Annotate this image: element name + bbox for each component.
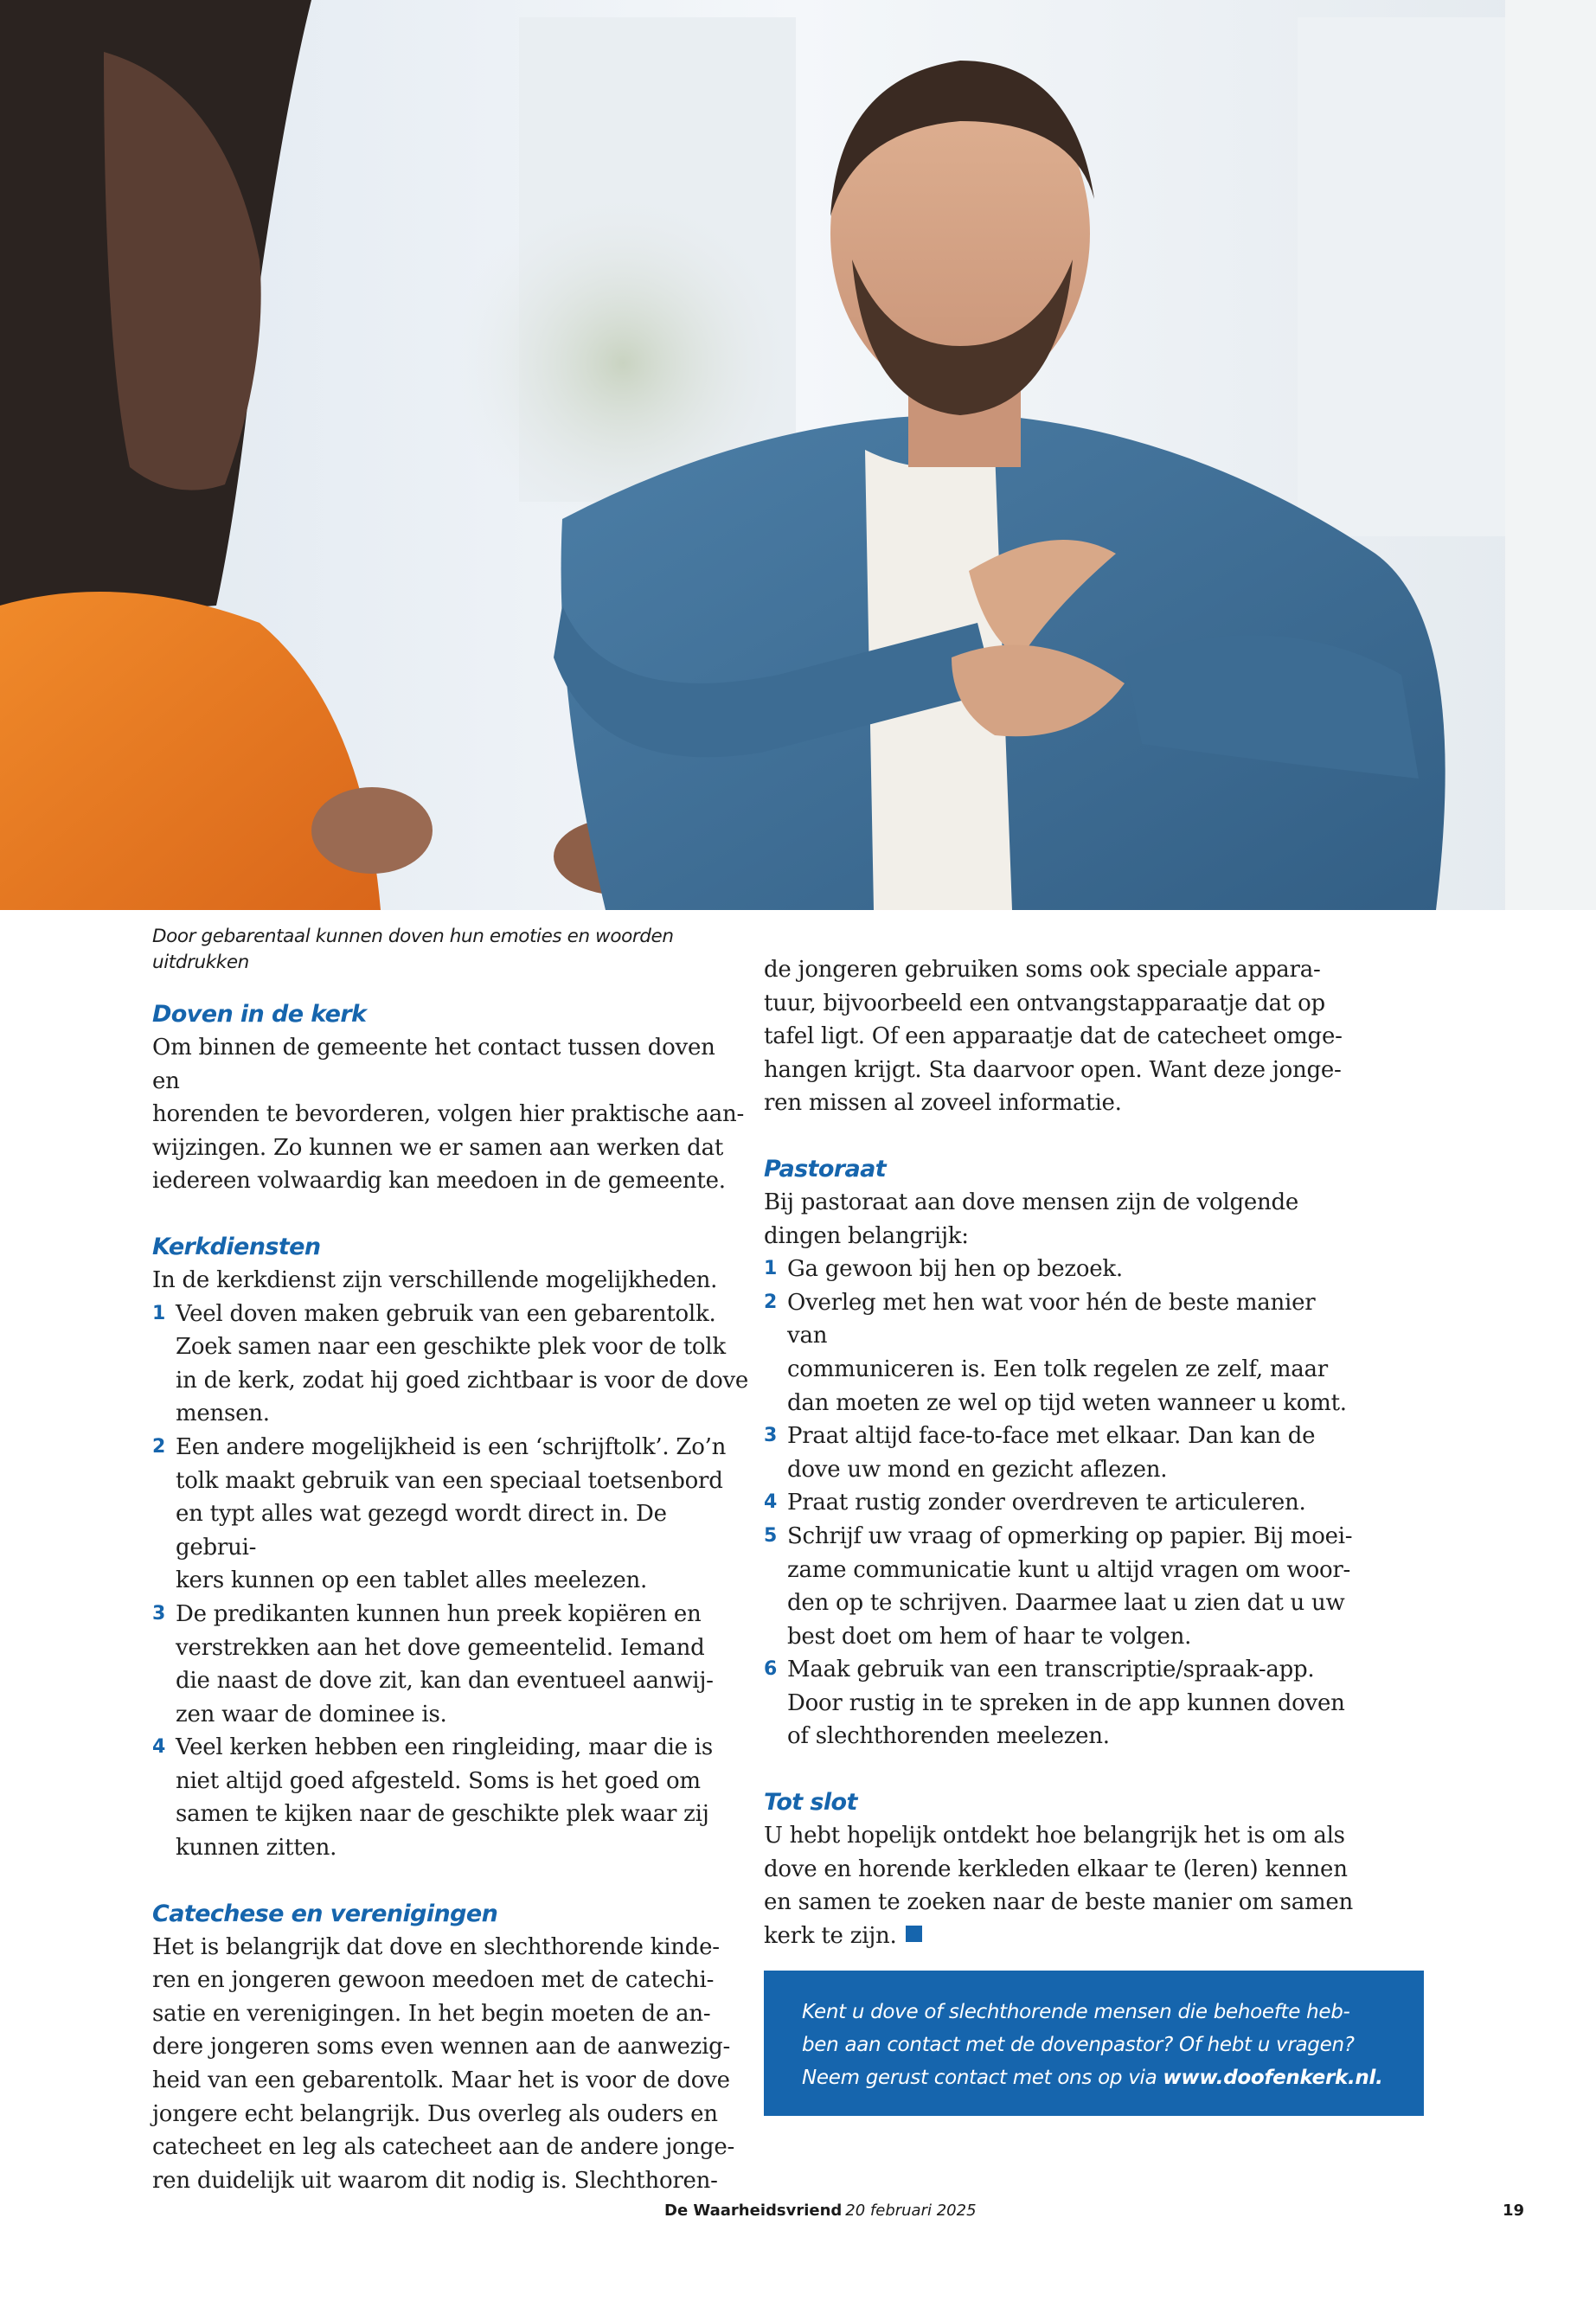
pastoraat-list	[764, 1253, 1361, 1753]
hero-photo	[0, 0, 1596, 910]
heading-tot-slot: Tot slot	[764, 1789, 857, 1817]
list-item: 3 Praat altijd face-to-face met elkaar. Dan kan de dove uw mond en gezicht aflezen.	[764, 1423, 1316, 1483]
footer-date: 20 februari 2025	[845, 2202, 977, 2220]
website-link[interactable]: www.doofenkerk.nl.	[1163, 2067, 1383, 2089]
heading-pastoraat: Pastoraat	[764, 1155, 887, 1183]
paragraph-continued: de jongeren gebruiken soms ook speciale appara- tuur, bijvoorbeeld een ontvangstapparaatje dat op tafel ligt. Of een apparaatje dat de catecheet omge- hangen krijgt. Sta daarvoor open. Want deze jonge- ren missen al zoveel informatie.	[764, 957, 1343, 1117]
list-item: 4 Praat rustig zonder overdreven te articuleren.	[764, 1490, 1306, 1516]
list-item: 4 Veel kerken hebben een ringleiding, maar die is niet altijd goed afgesteld. Soms is het goed om samen te kijken naar de geschikte plek waar zij kunnen zitten.	[152, 1734, 713, 1862]
list-item: 6 Maak gebruik van een transcriptie/spraak-app. Door rustig in te spreken in de app kunnen doven of slechthorenden meelezen.	[764, 1657, 1345, 1750]
page-footer	[0, 2202, 1596, 2227]
paragraph-intro: Om binnen de gemeente het contact tussen doven en horenden te bevorderen, volgen hier praktische aan- wijzingen. Zo kunnen we er samen aan werken dat iedereen volwaardig kan meedoen in de gemeente.	[152, 1035, 745, 1195]
paragraph-catechese: Het is belangrijk dat dove en slechthorende kinde- ren en jongeren gewoon meedoen met de catechi- satie en verenigingen. In het begin moeten de an- dere jongeren soms even wennen aan de aanwezig- heid van een gebarentolk. Maar het is voor de dove jongere echt belangrijk. Dus overleg als ouders en catecheet en leg als catecheet aan de andere jonge- ren duidelijk uit waarom dit nodig is. Slechthoren-	[152, 1933, 734, 2194]
contact-infobox: Kent u dove of slechthorende mensen die behoefte heb- ben aan contact met de dovenpastor? Of hebt u vragen? Neem gerust contact met ons op via www.doofenkerk.nl.	[764, 1971, 1424, 2116]
list-item: 1 Veel doven maken gebruik van een gebarentolk. Zoek samen naar een geschikte plek voor de tolk in de kerk, zodat hij goed zichtbaar is voor de dove mensen.	[152, 1300, 749, 1427]
page-number: 19	[1503, 2202, 1525, 2220]
end-of-article-square-icon	[906, 1926, 922, 1942]
kerkdiensten-intro: In de kerkdienst zijn verschillende mogelijkheden.	[152, 1266, 718, 1293]
photo-caption: Door gebarentaal kunnen doven hun emoties en woorden uitdrukken	[152, 926, 674, 973]
pastoraat-intro: Bij pastoraat aan dove mensen zijn de volgende dingen belangrijk:	[764, 1189, 1298, 1249]
heading-doven-in-de-kerk: Doven in de kerk	[152, 1001, 367, 1028]
left-column	[152, 924, 749, 2197]
right-column	[764, 953, 1361, 1952]
list-item: 2 Overleg met hen wat voor hén de beste manier van communiceren is. Een tolk regelen ze zelf, maar dan moeten ze wel op tijd weten wanneer u komt.	[764, 1289, 1347, 1416]
list-item: 2 Een andere mogelijkheid is een ‘schrijftolk’. Zo’n tolk maakt gebruik van een speciaal toetsenbord en typt alles wat gezegd wordt direct in. De gebrui- kers kunnen op een tablet alles meelezen.	[152, 1433, 727, 1594]
list-item: 5 Schrijf uw vraag of opmerking op papier. Bij moei- zame communicatie kunt u altijd vragen om woor- den op te schrijven. Daarmee laat u zien dat u uw best doet om hem of haar te volgen.	[764, 1522, 1353, 1650]
heading-kerkdiensten: Kerkdiensten	[152, 1233, 321, 1260]
footer-publication: De Waarheidsvriend 20 februari 2025	[664, 2202, 977, 2220]
kerkdiensten-list	[152, 1298, 749, 1865]
heading-catechese: Catechese en verenigingen	[152, 1900, 498, 1927]
photo-illustration	[0, 0, 1596, 910]
paragraph-tot-slot: U hebt hopelijk ontdekt hoe belangrijk het is om als dove en horende kerkleden elkaar te (leren) kennen en samen te zoeken naar de beste manier om samen kerk te zijn.	[764, 1823, 1353, 1949]
list-item: 3 De predikanten kunnen hun preek kopiëren en verstrekken aan het dove gemeentelid. Iemand die naast de dove zit, kan dan eventueel aanwij- zen waar de dominee is.	[152, 1600, 714, 1727]
list-item: 1 Ga gewoon bij hen op bezoek.	[764, 1256, 1123, 1283]
